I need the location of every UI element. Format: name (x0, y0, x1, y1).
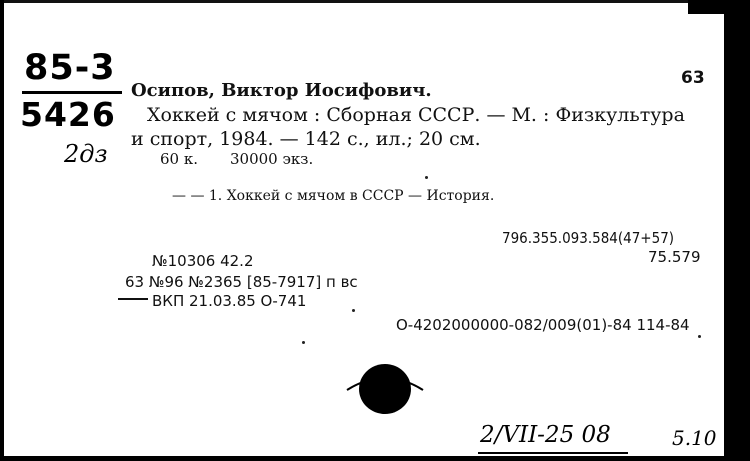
subject-heading: — — 1. Хоккей с мячом в СССР — История. (172, 188, 495, 204)
scan-edge-top (0, 0, 750, 3)
speck (302, 341, 305, 344)
card-number: 63 (681, 68, 705, 88)
call-number-divider (22, 91, 122, 94)
title-line-1: Хоккей с мячом : Сборная СССР. — М. : Физкультура (147, 104, 685, 126)
handwritten-date: 2/VII-25 08 (480, 422, 611, 448)
punch-hole (359, 364, 411, 414)
udc-index: 796.355.093.584(47+57) (502, 229, 675, 247)
accession-line-2: 63 №96 №2365 [85-7917] п вс (125, 273, 358, 291)
scan-edge-top-right (688, 0, 728, 14)
handwritten-underline (478, 452, 628, 454)
scan-edge-left (0, 0, 4, 461)
call-number-top: 85-3 (24, 48, 116, 88)
speck (698, 335, 701, 338)
price: 60 к. (160, 150, 198, 168)
speck (425, 176, 428, 179)
scan-edge-right (724, 0, 750, 461)
author-heading: Осипов, Виктор Иосифович. (131, 80, 432, 101)
accession-line-1: №10306 42.2 (152, 252, 254, 270)
margin-dash (118, 298, 148, 300)
title-line-2: и спорт, 1984. — 142 с., ил.; 20 см. (131, 128, 481, 150)
bbk-index: 75.579 (648, 248, 701, 266)
publication-code: О-4202000000-082/009(01)-84 114-84 (396, 316, 690, 334)
call-number-mark: 2дз (64, 140, 108, 168)
speck (352, 309, 355, 312)
scan-edge-bottom (0, 456, 750, 461)
print-run: 30000 экз. (230, 150, 314, 168)
call-number-bottom: 5426 (20, 95, 116, 134)
accession-line-3: ВКП 21.03.85 О-741 (152, 292, 307, 310)
handwritten-corner-note: 5.10 (672, 426, 717, 450)
